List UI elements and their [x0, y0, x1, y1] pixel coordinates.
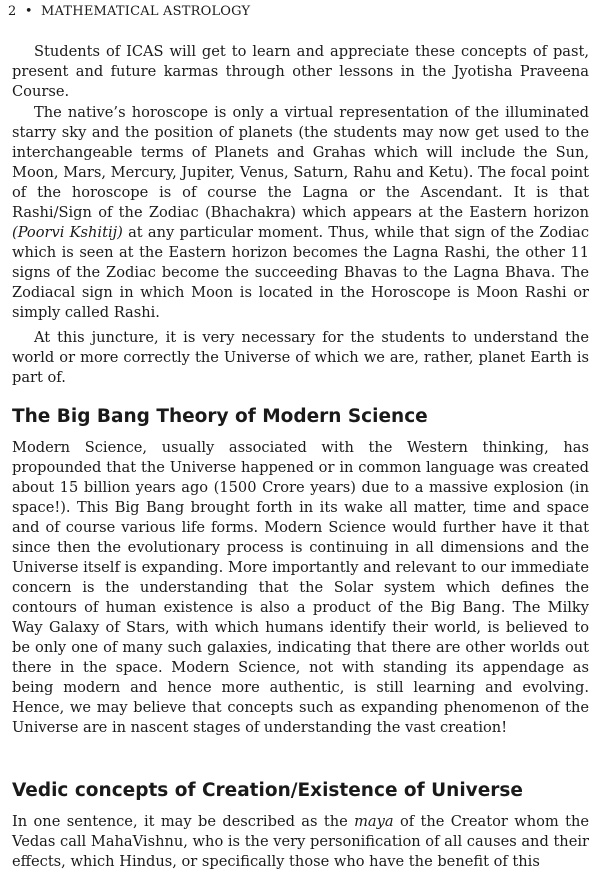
- paragraph-juncture: [12, 328, 589, 388]
- page-number: 2: [8, 4, 17, 19]
- paragraph-text-end: at any particular moment. Thus, while that sign of the Zodiac which is seen at the Eastern horizon becomes the Lagna Rashi, the other 11 signs of the Zodiac become the succeeding Bhavas to the Lagna Bhava. The Zodiacal sign in which Moon is located in the Horoscope is Moon Rashi or simply called Rashi.: [12, 224, 590, 321]
- running-head: [8, 4, 250, 19]
- paragraph-text: Modern Science, usually associated with the Western thinking, has propounded that the Universe happened or in common language was created about 15 billion years ago (1500 Crore years) due to a massive explosion (in space!). This Big Bang brought forth in its wake all matter, time and space and of course various life forms. Modern Science would further have it that since then the evolutionary process is continuing in all dimensions and the Universe itself is expanding. More importantly and relevant to our immediate concern is the understanding that the Solar system which defines the contours of human existence is also a product of the Big Bang. The Milky Way Galaxy of Stars, with which humans identify their world, is believed to be only one of many such galaxies, indicating that there are other worlds out there in the space. Modern Science, not with standing its appendage as being modern and hence more authentic, is still learning and evolving. Hence, we may believe that concepts such as expanding phenomenon of the Universe are in nascent stages of understanding the vast creation!: [12, 439, 589, 736]
- paragraph-text-end: of the Creator whom the Vedas call MahaVishnu, who is the very personification of all causes and their effects, which Hindus, or specifically those who have the benefit of this: [12, 813, 589, 870]
- italic-term-maya: maya: [354, 813, 394, 830]
- paragraph-text: At this juncture, it is very necessary for the students to understand the world or more correctly the Universe of which we are, rather, planet Earth is part of.: [12, 329, 589, 386]
- paragraph-vedic: [12, 812, 589, 872]
- paragraph-icas-karmas: [12, 42, 589, 102]
- paragraph-text: Students of ICAS will get to learn and appreciate these concepts of past, present and future karmas through other lessons in the Jyotisha Praveena Course.: [12, 43, 589, 100]
- heading-big-bang: The Big Bang Theory of Modern Science: [12, 406, 428, 427]
- paragraph-text-start: The native’s horoscope is only a virtual representation of the illuminated starry sky and the position of planets (the students may now get used to the interchangeable terms of Planets and Grahas which will include the Sun, Moon, Mars, Mercury, Jupiter, Venus, Saturn, Rahu and Ketu). The focal point of the horoscope is of course the Lagna or the Ascendant. It is that Rashi/Sign of the Zodiac (Bhachakra) which appears at the Eastern horizon: [12, 104, 589, 221]
- paragraph-big-bang: [12, 438, 589, 738]
- italic-term-poorvi-kshitij: (Poorvi Kshitij): [12, 224, 123, 241]
- heading-vedic-concepts: Vedic concepts of Creation/Existence of Universe: [12, 780, 523, 801]
- paragraph-text-start: In one sentence, it may be described as the: [12, 813, 355, 830]
- book-title: MATHEMATICAL ASTROLOGY: [41, 4, 251, 19]
- paragraph-horoscope: [12, 103, 589, 323]
- bullet-separator: •: [24, 4, 33, 19]
